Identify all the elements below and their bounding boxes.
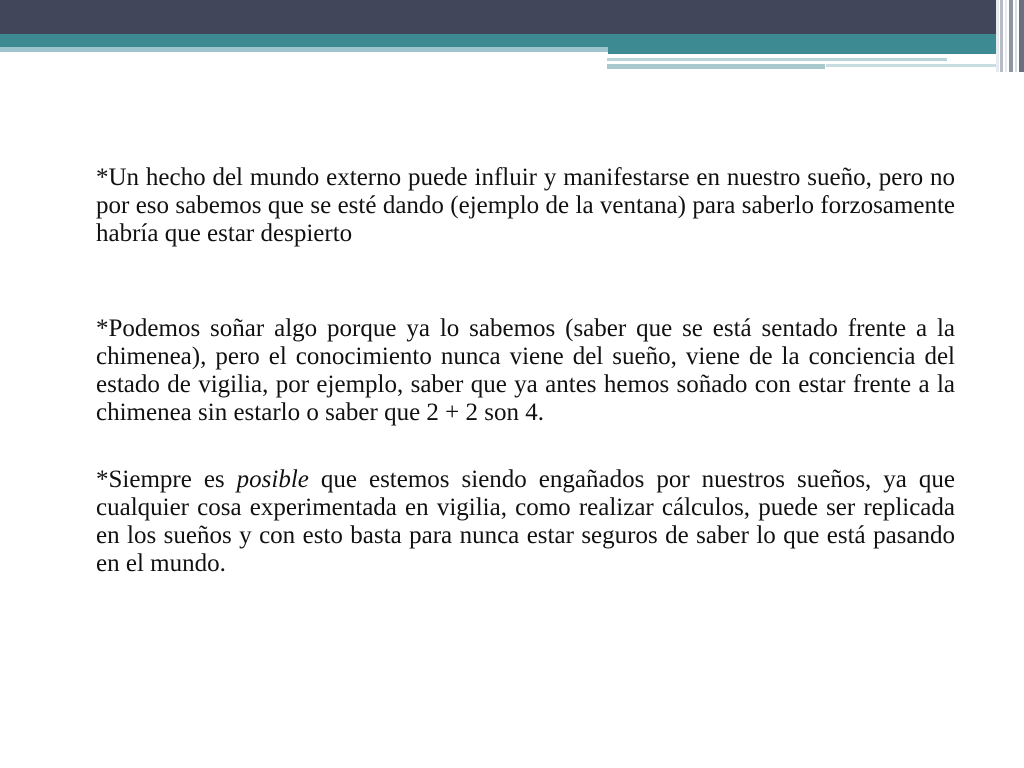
header-corner-stripes bbox=[996, 0, 1024, 72]
header-accent-line bbox=[826, 64, 996, 67]
paragraph-window-example: *Un hecho del mundo externo puede influir y manifestarse en nuestro sueño, pero no por eso sabemos que se esté dando (ejemplo de la ventana) para saberlo forzosamente habría que estar despierto bbox=[96, 164, 955, 247]
emphasis-posible: posible bbox=[236, 466, 309, 493]
slide-body bbox=[96, 164, 955, 578]
paragraph-deception bbox=[96, 466, 955, 578]
header-teal-band bbox=[0, 34, 1024, 47]
paragraph-deception-start: *Siempre es bbox=[96, 466, 237, 493]
header-accent-line bbox=[607, 64, 825, 69]
header-light-band bbox=[0, 47, 608, 52]
header-bar bbox=[0, 0, 1024, 34]
header-accent-line bbox=[607, 58, 947, 61]
paragraph-deception-end: que estemos siendo engañados por nuestros sueños, ya que cualquier cosa experimentada en vigilia, como realizar cálculos, puede ser replicada en los sueños y con esto basta para nunca estar seguros de saber lo que está pasando en el mundo. bbox=[96, 466, 955, 577]
header-teal-extension bbox=[608, 47, 996, 54]
paragraph-fireplace-example: *Podemos soñar algo porque ya lo sabemos (saber que se está sentado frente a la chimenea), pero el conocimiento nunca viene del sueño, viene de la conciencia del estado de vigilia, por ejemplo, saber que ya antes hemos soñado con estar frente a la chimenea sin estarlo o saber que 2 + 2 son 4. bbox=[96, 315, 955, 426]
